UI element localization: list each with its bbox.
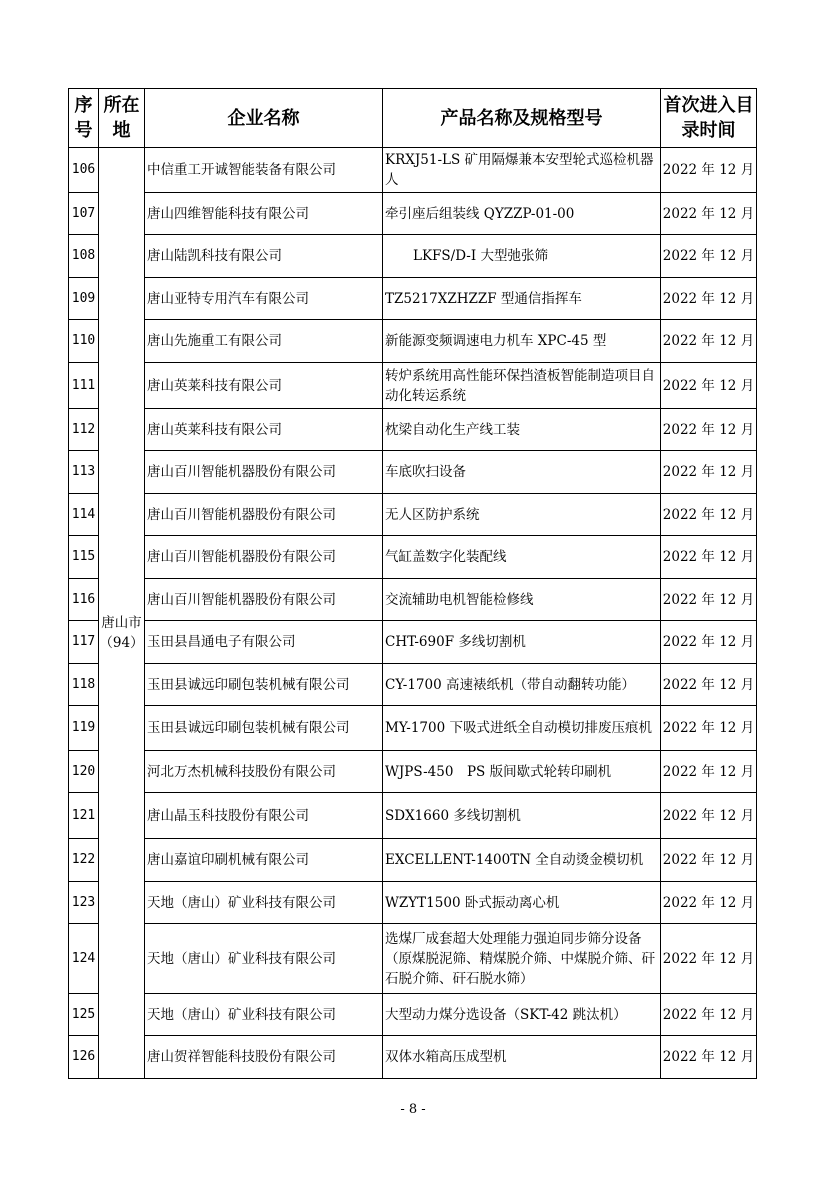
company-name: 玉田县诚远印刷包装机械有限公司 xyxy=(145,706,383,751)
first-entry-date: 2022 年 12 月 xyxy=(661,494,757,536)
product-name: WZYT1500 卧式振动离心机 xyxy=(383,882,661,924)
table-row xyxy=(69,839,757,882)
table-row xyxy=(69,363,757,409)
table-row xyxy=(69,664,757,706)
company-name: 天地（唐山）矿业科技有限公司 xyxy=(145,882,383,924)
company-name: 唐山英莱科技有限公司 xyxy=(145,363,383,409)
first-entry-date: 2022 年 12 月 xyxy=(661,193,757,235)
table-row xyxy=(69,994,757,1036)
first-entry-date: 2022 年 12 月 xyxy=(661,235,757,278)
first-entry-date: 2022 年 12 月 xyxy=(661,363,757,409)
company-name: 唐山百川智能机器股份有限公司 xyxy=(145,579,383,621)
company-name: 唐山英莱科技有限公司 xyxy=(145,409,383,451)
region-name: 唐山市 xyxy=(101,615,142,631)
table-row xyxy=(69,882,757,924)
header-seq: 序号 xyxy=(69,89,99,148)
company-name: 唐山贺祥智能科技股份有限公司 xyxy=(145,1036,383,1079)
first-entry-date: 2022 年 12 月 xyxy=(661,451,757,494)
company-name: 河北万杰机械科技股份有限公司 xyxy=(145,751,383,793)
page-number: - 8 - xyxy=(400,1102,426,1117)
company-name: 唐山百川智能机器股份有限公司 xyxy=(145,451,383,494)
table-row xyxy=(69,451,757,494)
company-name: 唐山百川智能机器股份有限公司 xyxy=(145,494,383,536)
row-number: 114 xyxy=(69,494,99,536)
first-entry-date: 2022 年 12 月 xyxy=(661,839,757,882)
first-entry-date: 2022 年 12 月 xyxy=(661,924,757,994)
company-name: 天地（唐山）矿业科技有限公司 xyxy=(145,994,383,1036)
company-name: 唐山先施重工有限公司 xyxy=(145,320,383,363)
table-row xyxy=(69,409,757,451)
product-name: WJPS-450 PS 版间歇式轮转印刷机 xyxy=(383,751,661,793)
company-name: 唐山百川智能机器股份有限公司 xyxy=(145,536,383,579)
product-name: EXCELLENT-1400TN 全自动烫金模切机 xyxy=(383,839,661,882)
row-number: 108 xyxy=(69,235,99,278)
row-number: 107 xyxy=(69,193,99,235)
company-name: 中信重工开诚智能装备有限公司 xyxy=(145,148,383,193)
product-name: 交流辅助电机智能检修线 xyxy=(383,579,661,621)
product-catalog-table xyxy=(68,88,757,1079)
row-number: 125 xyxy=(69,994,99,1036)
table-row xyxy=(69,278,757,320)
table-row xyxy=(69,706,757,751)
first-entry-date: 2022 年 12 月 xyxy=(661,994,757,1036)
first-entry-date: 2022 年 12 月 xyxy=(661,148,757,193)
first-entry-date: 2022 年 12 月 xyxy=(661,409,757,451)
company-name: 天地（唐山）矿业科技有限公司 xyxy=(145,924,383,994)
company-name: 唐山亚特专用汽车有限公司 xyxy=(145,278,383,320)
company-name: 唐山四维智能科技有限公司 xyxy=(145,193,383,235)
table-row xyxy=(69,793,757,839)
row-number: 123 xyxy=(69,882,99,924)
company-name: 唐山晶玉科技股份有限公司 xyxy=(145,793,383,839)
first-entry-date: 2022 年 12 月 xyxy=(661,751,757,793)
product-name: 车底吹扫设备 xyxy=(383,451,661,494)
table-row xyxy=(69,494,757,536)
row-number: 116 xyxy=(69,579,99,621)
company-name: 唐山嘉谊印刷机械有限公司 xyxy=(145,839,383,882)
region-cell xyxy=(99,148,145,1079)
product-name: MY-1700 下吸式进纸全自动模切排废压痕机 xyxy=(383,706,661,751)
row-number: 106 xyxy=(69,148,99,193)
row-number: 121 xyxy=(69,793,99,839)
row-number: 118 xyxy=(69,664,99,706)
region-count: （94） xyxy=(99,635,144,651)
row-number: 112 xyxy=(69,409,99,451)
first-entry-date: 2022 年 12 月 xyxy=(661,536,757,579)
first-entry-date: 2022 年 12 月 xyxy=(661,882,757,924)
row-number: 119 xyxy=(69,706,99,751)
first-entry-date: 2022 年 12 月 xyxy=(661,1036,757,1079)
header-region: 所在地 xyxy=(99,89,145,148)
row-number: 124 xyxy=(69,924,99,994)
product-name: CY-1700 高速裱纸机（带自动翻转功能） xyxy=(383,664,661,706)
product-name: CHT-690F 多线切割机 xyxy=(383,621,661,664)
table-row xyxy=(69,235,757,278)
row-number: 117 xyxy=(69,621,99,664)
product-name: 枕梁自动化生产线工装 xyxy=(383,409,661,451)
header-first-entry: 首次进入目录时间 xyxy=(661,89,757,148)
company-name: 玉田县昌通电子有限公司 xyxy=(145,621,383,664)
row-number: 126 xyxy=(69,1036,99,1079)
row-number: 115 xyxy=(69,536,99,579)
first-entry-date: 2022 年 12 月 xyxy=(661,621,757,664)
row-number: 113 xyxy=(69,451,99,494)
row-number: 122 xyxy=(69,839,99,882)
product-name: 无人区防护系统 xyxy=(383,494,661,536)
first-entry-date: 2022 年 12 月 xyxy=(661,706,757,751)
first-entry-date: 2022 年 12 月 xyxy=(661,320,757,363)
row-number: 109 xyxy=(69,278,99,320)
table-row xyxy=(69,536,757,579)
row-number: 111 xyxy=(69,363,99,409)
product-name: TZ5217XZHZZF 型通信指挥车 xyxy=(383,278,661,320)
row-number: 120 xyxy=(69,751,99,793)
table-row xyxy=(69,621,757,664)
product-name: LKFS/D-I 大型弛张筛 xyxy=(383,235,661,278)
company-name: 玉田县诚远印刷包装机械有限公司 xyxy=(145,664,383,706)
table-row xyxy=(69,579,757,621)
first-entry-date: 2022 年 12 月 xyxy=(661,278,757,320)
product-name: 转炉系统用高性能环保挡渣板智能制造项目自动化转运系统 xyxy=(383,363,661,409)
table-row xyxy=(69,193,757,235)
product-name: 新能源变频调速电力机车 XPC-45 型 xyxy=(383,320,661,363)
table-row xyxy=(69,1036,757,1079)
product-name: 双体水箱高压成型机 xyxy=(383,1036,661,1079)
company-name: 唐山陆凯科技有限公司 xyxy=(145,235,383,278)
table-row xyxy=(69,320,757,363)
table-row xyxy=(69,148,757,193)
product-name: KRXJ51-LS 矿用隔爆兼本安型轮式巡检机器人 xyxy=(383,148,661,193)
first-entry-date: 2022 年 12 月 xyxy=(661,664,757,706)
product-name: 气缸盖数字化装配线 xyxy=(383,536,661,579)
header-company: 企业名称 xyxy=(145,89,383,148)
header-product: 产品名称及规格型号 xyxy=(383,89,661,148)
row-number: 110 xyxy=(69,320,99,363)
product-name: 牵引座后组装线 QYZZP-01-00 xyxy=(383,193,661,235)
table-row xyxy=(69,751,757,793)
product-name: 大型动力煤分选设备（SKT-42 跳汰机） xyxy=(383,994,661,1036)
first-entry-date: 2022 年 12 月 xyxy=(661,793,757,839)
product-name: SDX1660 多线切割机 xyxy=(383,793,661,839)
product-name: 选煤厂成套超大处理能力强迫同步筛分设备（原煤脱泥筛、精煤脱介筛、中煤脱介筛、矸石脱介筛、矸石脱水筛） xyxy=(383,924,661,994)
table-row xyxy=(69,924,757,994)
table-header-row xyxy=(69,89,757,148)
first-entry-date: 2022 年 12 月 xyxy=(661,579,757,621)
